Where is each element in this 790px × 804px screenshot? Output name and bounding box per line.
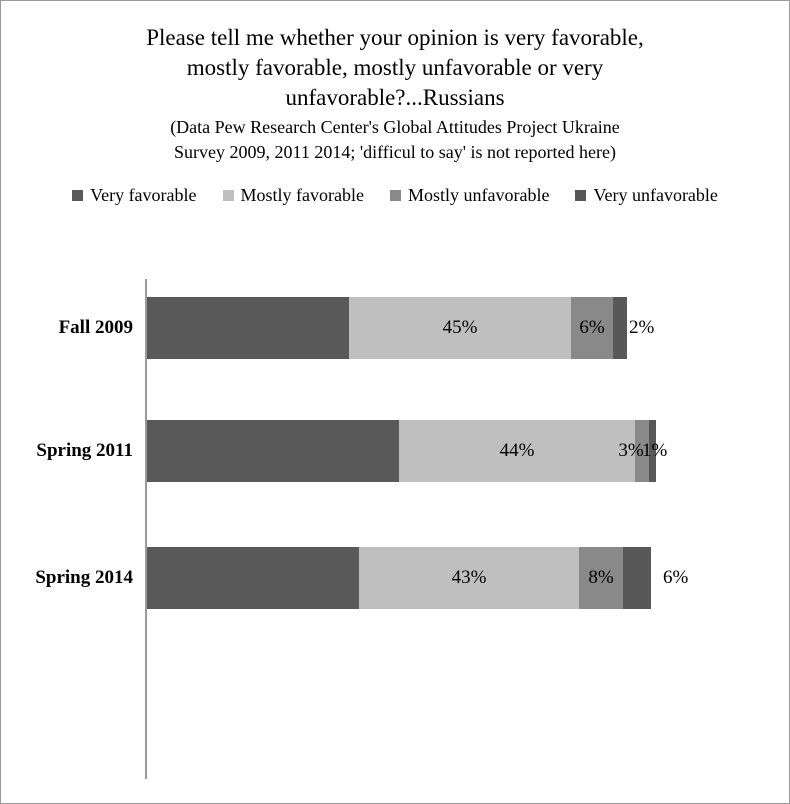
stacked-bar (147, 547, 651, 609)
chart-subtitle-line-2: Survey 2009, 2011 2014; 'difficul to say' is not reported here) (174, 142, 616, 162)
bar-segment-mostly-favorable[interactable] (399, 420, 635, 482)
legend-item-very-unfavorable[interactable] (575, 185, 717, 206)
legend-item-mostly-unfavorable[interactable] (390, 185, 549, 206)
bar-segment-label: 45% (442, 317, 478, 338)
bar-segment-very-favorable[interactable] (147, 420, 399, 482)
bar-segment-label: 6% (579, 317, 605, 338)
bar-segment-very-favorable[interactable] (147, 297, 349, 359)
legend-swatch-icon (390, 190, 401, 201)
stacked-bar (147, 420, 656, 482)
legend-swatch-icon (223, 190, 234, 201)
bar-segment-very-unfavorable[interactable] (613, 297, 627, 359)
bar-segment-label: 44% (499, 440, 535, 461)
bar-segment-mostly-favorable[interactable] (349, 297, 571, 359)
bar-outside-label-very-unfavorable: 1% (642, 440, 668, 461)
legend-label: Mostly unfavorable (408, 185, 550, 205)
category-label-spring-2011: Spring 2011 (36, 440, 133, 461)
bar-segment-label: 3% (618, 440, 644, 461)
bar-outside-label-very-unfavorable: 2% (629, 317, 655, 338)
legend-swatch-icon (575, 190, 586, 201)
legend-label: Mostly favorable (240, 185, 364, 205)
chart-legend (1, 185, 789, 206)
bar-segment-mostly-favorable[interactable] (359, 547, 579, 609)
chart-title-line-2: mostly favorable, mostly unfavorable or very (186, 55, 604, 80)
plot-area (1, 263, 790, 783)
bar-segment-very-unfavorable[interactable] (623, 547, 651, 609)
category-label-spring-2014: Spring 2014 (35, 567, 133, 588)
bar-row (1, 547, 790, 609)
chart-title (1, 23, 789, 113)
bar-outside-label-very-unfavorable: 6% (663, 567, 689, 588)
legend-label: Very unfavorable (593, 185, 718, 205)
legend-item-very-favorable[interactable] (72, 185, 196, 206)
bar-row (1, 420, 790, 482)
chart-title-block (1, 1, 789, 165)
bar-segment-label: 8% (588, 567, 614, 588)
chart-title-line-1: Please tell me whether your opinion is very favorable, (146, 25, 644, 50)
legend-swatch-icon (72, 190, 83, 201)
stacked-bar (147, 297, 627, 359)
bar-segment-very-favorable[interactable] (147, 547, 359, 609)
legend-label: Very favorable (90, 185, 197, 205)
chart-subtitle-line-1: (Data Pew Research Center's Global Attitudes Project Ukraine (170, 117, 620, 137)
legend-item-mostly-favorable[interactable] (223, 185, 364, 206)
bar-segment-label: 43% (451, 567, 487, 588)
chart-subtitle (1, 115, 789, 165)
chart-title-line-3: unfavorable?...Russians (285, 85, 505, 110)
bar-segment-mostly-unfavorable[interactable] (579, 547, 623, 609)
bar-row (1, 297, 790, 359)
category-label-fall-2009: Fall 2009 (58, 317, 133, 338)
bar-segment-mostly-unfavorable[interactable] (571, 297, 613, 359)
